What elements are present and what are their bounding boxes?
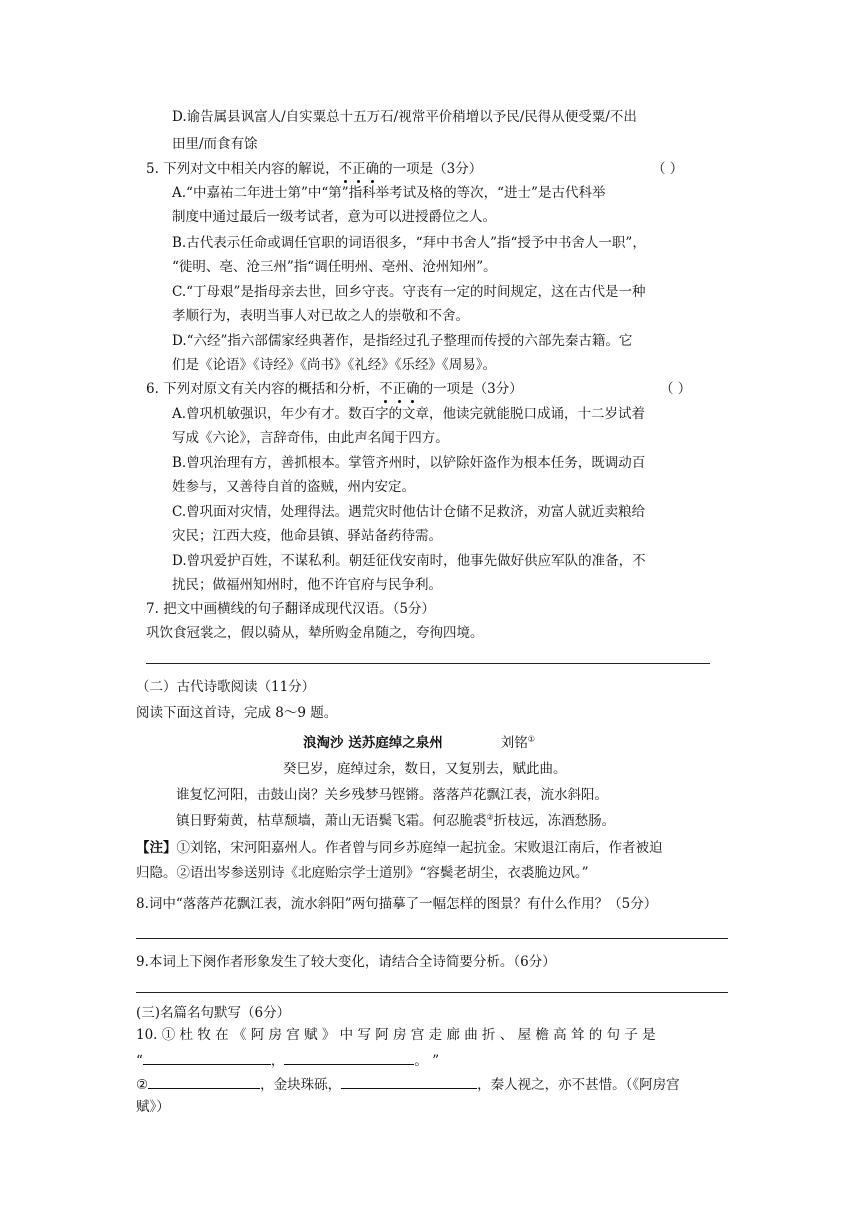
q8-stem: 8.词中“落落芦花飘江表，流水斜阳”两句描摹了一幅怎样的图景？有什么作用？（5分） [136, 896, 658, 912]
q5-answer-parentheses: （ ） [652, 161, 684, 177]
q6-option-a-line1: A.曾巩机敏强识，年少有才。数百字的文章，他读完就能脱口成诵，十二岁试着 [172, 406, 646, 422]
q9-stem: 9.本词上下阕作者形象发生了较大变化，请结合全诗简要分析。（6分） [136, 954, 556, 970]
emphasis-dot-char: 不 [379, 381, 393, 397]
q10-line1: 10. ① 杜 牧 在 《 阿 房 宫 赋 》 中 写 阿 房 宫 走 廊 曲 折 、 屋 檐 高 耸 的 句 子 是 [136, 1027, 656, 1043]
poem-preface: 癸巳岁，庭绰过余，数日，又复别去，赋此曲。 [283, 761, 567, 777]
q7-stem: 7. 把文中画横线的句子翻译成现代汉语。（5分） [146, 601, 436, 617]
q10-section-heading: (三)名篇名句默写（6分） [136, 1005, 291, 1021]
q10-blank-4[interactable] [341, 1074, 477, 1089]
q5-option-b-line2: “徙明、亳、沧三州”指“调任明州、亳州、沧州知州”。 [172, 259, 497, 275]
q6-option-b-line2: 姓参与，又善待自首的盗贼，州内安定。 [172, 479, 415, 495]
q6-option-d-line2: 扰民；做福州知州时，他不许官府与民争利。 [172, 577, 442, 593]
q5-option-d-line2: 们是《论语》《诗经》《尚书》《礼经》《乐经》《周易》。 [172, 357, 496, 373]
q10-line4: 赋》） [136, 1099, 170, 1115]
emphasis-dot-char: 不 [338, 161, 353, 177]
emphasis-dot-char: 确 [406, 381, 420, 397]
q6-answer-parentheses: （ ） [660, 381, 692, 397]
emphasis-dot-char: 确 [365, 161, 380, 177]
poem-author: 刘铭 [500, 735, 528, 751]
q6-option-b-line1: B.曾巩治理有方，善抓根本。掌管齐州时，以铲除奸盗作为根本任务，既调动百 [172, 455, 646, 471]
poem-author-note-mark: ① [527, 734, 535, 744]
q10-line2: “ ， 。 ” [136, 1050, 439, 1071]
q7-answer-line[interactable] [146, 663, 710, 664]
poem-section-heading: （二）古代诗歌阅读（11分） [136, 679, 316, 695]
q5-option-b-line1: B.古代表示任命或调任官职的词语很多，“拜中书舍人”指“授予中书舍人一职”， [172, 235, 646, 251]
q10-blank-2[interactable] [284, 1050, 414, 1065]
q6-option-c-line1: C.曾巩面对灾情，处理得法。遇荒灾时他估计仓储不足救济，劝富人就近卖粮给 [172, 504, 646, 520]
poem-note-line2: 归隐。②语出岑参送别诗《北庭贻宗学士道别》“容鬓老胡尘，衣裘脆边风。” [136, 865, 589, 881]
poem-title [303, 733, 535, 753]
q6-option-d-line1: D.曾巩爱护百姓，不谋私利。朝廷征伐安南时，他事先做好供应军队的准备，不 [172, 553, 646, 569]
q5-stem: 5. 下列对文中相关内容的解说，不正确的一项是（3分） [146, 161, 483, 177]
poem-note-label: 【注】 [136, 840, 177, 856]
q8-answer-line[interactable] [136, 938, 728, 939]
q10-blank-3[interactable] [148, 1074, 260, 1089]
q5-option-c-line2: 孝顺行为，表明当事人对已故之人的崇敬和不舍。 [172, 308, 469, 324]
poem-line-1: 谁复忆河阳，击鼓山岗？关乡残梦马铿锵。落落芦花飘江表，流水斜阳。 [176, 787, 608, 803]
q6-option-a-line2: 写成《六论》，言辞奇伟，由此声名闻于四方。 [172, 430, 449, 446]
q5-option-d-line1: D.“六经”指六部儒家经典著作，是指经过孔子整理而传授的六部先秦古籍。它 [172, 333, 633, 349]
poem-instruction: 阅读下面这首诗，完成 8～9 题。 [136, 705, 338, 721]
emphasis-dot-char: 正 [352, 161, 366, 177]
q5-option-c-line1: C.“丁母艰”是指母亲去世，回乡守丧。守丧有一定的时间规定，这在古代是一种 [172, 284, 646, 300]
q5-option-a-line2: 制度中通过最后一级考试者，意为可以进授爵位之人。 [172, 209, 496, 225]
q9-answer-line[interactable] [136, 992, 728, 993]
q4-option-d-line1: D.谕告属县讽富人/自实粟总十五万石/视常平价稍增以予民/民得从便受粟/不出 [172, 109, 637, 125]
q6-stem: 6. 下列对原文有关内容的概括和分析，不正确的一项是（3分） [146, 381, 523, 397]
q10-blank-1[interactable] [143, 1050, 271, 1065]
poem-line-2: 镇日野菊黄，枯草颓墙，萧山无语鬓飞霜。何忍脆裘②折枝远，冻酒愁肠。 [176, 812, 616, 829]
q5-option-a-line1: A.“中嘉祐二年进士第”中“第”指科举考试及格的等次，“进士”是古代科举 [172, 185, 606, 201]
poem-line-note-mark: ② [486, 812, 494, 822]
poem-note-line1: 【注】①刘铭，宋河阳嘉州人。作者曾与同乡苏庭绰一起抗金。宋败退江南后，作者被迫 [136, 840, 663, 856]
q10-line3: ② ，金块珠砾， ，秦人视之，亦不甚惜。（《阿房宫 [136, 1074, 680, 1095]
q6-option-c-line2: 灾民；江西大疫，他命县镇、驿站备药待需。 [172, 528, 442, 544]
emphasis-dot-char: 正 [392, 381, 407, 397]
q4-option-d-line2: 田里/而食有馀 [172, 136, 258, 152]
poem-title-text: 浪淘沙 送苏庭绰之泉州 [303, 735, 443, 751]
q7-sentence: 巩饮食冠裳之，假以骑从，辇所购金帛随之，夸徇四境。 [146, 625, 484, 641]
